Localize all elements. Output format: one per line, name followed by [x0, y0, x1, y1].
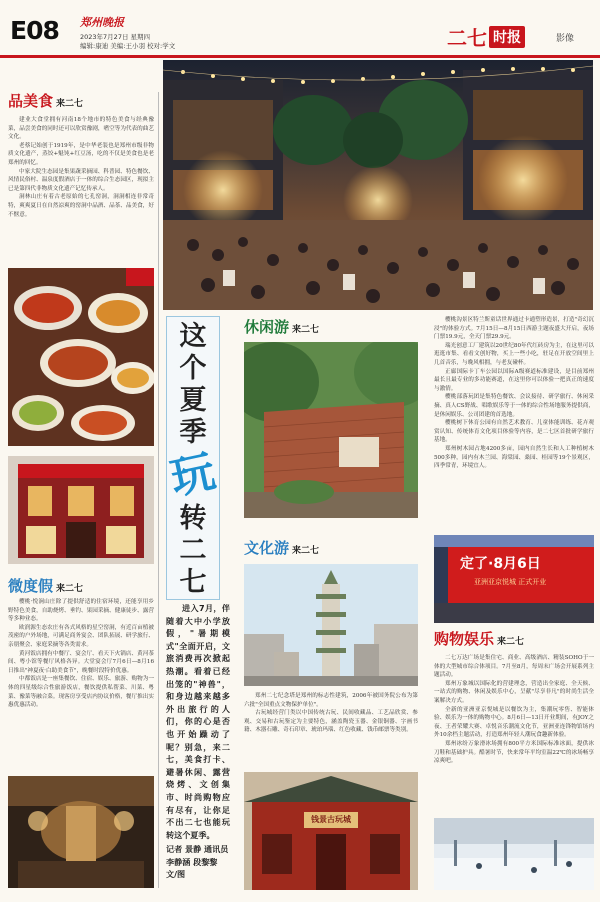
feature-byline: 记者 景静 通讯员 李静涵 段黎黎 文/图 [166, 844, 229, 880]
mall-banner-text: 定了·8月6日 [460, 556, 541, 572]
leisure-paragraph: 樱桃部落玩团是集特色餐饮、会议接待、研学旅行、休闲采摘、真人CS野战、唱歌娱乐等于一体的综合性场地服务提供商，是休闲娱乐、公司团建的首选地。 [434, 394, 594, 418]
culture-section-title [244, 539, 319, 560]
food-photo [8, 268, 154, 446]
shopping-title: 购物娱乐 [434, 630, 495, 648]
leisure-title: 休闲游 [244, 318, 290, 336]
header-rule [0, 55, 600, 58]
leisure-paragraph: 樱桃树下休育公园有自然艺术教育、儿童体能训练、花卉观赏认知、传统体育文化项目体验等内容，是二七区首批研学旅行基地。 [434, 420, 594, 444]
leisure-paragraph: 樱桃沟景区特兰斯童话世界通过卡通塑形造景，打造"奇幻沉浸"的体验方式。7月15日—8月15日西游主题夜盛大开启，夜场门票19.9元，全天门票29.9元。 [434, 317, 594, 341]
brand-title [447, 22, 525, 50]
night-market-photo [163, 60, 593, 310]
leisure-photo [244, 342, 418, 518]
brand-name: 二七 [447, 26, 487, 50]
red-brick-factory-illustration [244, 342, 418, 518]
shopping-section-title [434, 630, 524, 651]
paper-logo: 郑州晚报 [80, 16, 124, 29]
brand-badge: 时报 [489, 26, 525, 48]
column-divider [158, 92, 159, 888]
food-paragraph: 老蔡记始创于1919年，是中华老装也是郑州市级非物质文化遗产，蒸饺+魁饨+红豆汤，吃的不仅是美食也是老郑州的回忆。 [8, 142, 154, 166]
issue-date: 2023年7月27日 星期四 [80, 33, 151, 41]
vacation-paragraph: 樱桃·悦涧山庄除了提供舒适的住宿环境，还能享用乡野特色美食，自助烧烤、垂钓、果园采摘、健康徒步、露营等多种业态。 [8, 599, 154, 623]
leisure-paragraph: 瑞光创意工厂建筑以20世纪80年代红砖房为主，在这里可以逛逛市集、看看文创好物，买上一些小吃，驻足在开放空间里上几首音乐，与晚风相拥，与老友碰杯。 [434, 342, 594, 366]
shopping-subtitle: 来二七 [497, 637, 525, 647]
food-article [8, 116, 154, 219]
antique-building-illustration [244, 772, 418, 890]
shopping-article [434, 654, 594, 766]
leisure-subtitle: 来二七 [292, 325, 320, 335]
food-section-title [8, 92, 83, 113]
vacation-title: 微度假 [8, 577, 54, 595]
culture-subtitle: 来二七 [292, 546, 320, 556]
page-number: E08 [10, 16, 59, 45]
leisure-section-title [244, 318, 319, 339]
food-subtitle: 来二七 [56, 99, 84, 109]
feature-title-box [166, 316, 220, 600]
food-paragraph: 洞林山庄有着古老原始的七孔窑洞，洞洞相连非常奇特，爽爽夏日在自然凉爽的窑洞中品酒、品茶、品美食，好不惬意。 [8, 194, 154, 218]
culture-article [244, 692, 418, 735]
restaurant-facade-illustration [8, 456, 154, 564]
hotel-lobby-illustration [8, 776, 154, 888]
shopping-paragraph: 郑州冰纷万象滑冰场拥有800平方米国际标准冰面，提供冰刀鞋和基础护具。酷暑时节，快来常年平均室温22℃的冰场畅享凉爽吧。 [434, 740, 594, 765]
page-header [0, 0, 600, 64]
vacation-article [8, 598, 154, 710]
antique-city-photo [244, 772, 418, 890]
restaurant-photo [8, 456, 154, 564]
mall-banner-subtext: 亚洲亚京悦城 正式开业 [474, 578, 547, 586]
leisure-article [434, 316, 594, 471]
editor-credits: 编辑:康迪 美编:王小羽 校对:学文 [80, 42, 176, 50]
leisure-paragraph: 正廊国际卡丁车公园以国际A级赛道标准建设，是目前郑州最长且最专业的多功能赛道，在这里你可以体验一把真正的速度与激情。 [434, 368, 594, 392]
shopping-paragraph: 郑州万象城以国际化的营建理念，营造出全家庭、全天候、一站式的购物、休闲及娱乐中心，呈献"尽享非凡"的时尚生活全案解决方式。 [434, 680, 594, 704]
leisure-paragraph: 郑州树木园占地4200多亩，园内自然生长和人工种植树木500多种，园内有木兰园、海棠园、桑园、桂园等19个景观区，四季常青，环境宜人。 [434, 445, 594, 470]
culture-title: 文化游 [244, 539, 290, 557]
section-label: 影像 [556, 34, 575, 44]
feature-title-line2: 转二七 [179, 503, 207, 598]
hotel-photo [8, 776, 154, 888]
shopping-paragraph: 二七万达广场是集住宅、商业、高级酒店、精装SOHO于一体的大型城市综合体项目。7月至8月，每周末广场会开展系列主题活动。 [434, 655, 594, 679]
antique-city-sign: 钱景古玩城 [311, 815, 351, 824]
vacation-section-title [8, 577, 83, 598]
vacation-paragraph: 黄河饭店拥有中餐厅、宴会厅、看天下火锅店、黄河茶间、粤小馆等餐厅风格各异。大堂宴会厅7月6日—8月16日推出"神夏夜·白助美食节"，晚餐时段特价优惠。 [8, 650, 154, 674]
food-paragraph: 建业大食堂拥有河南18个地市的特色美食与经典豫菜，品尝美食的同时还可以欣赏豫剧，嗜空等为代表的曲艺文化。 [8, 117, 154, 141]
erqi-tower-photo [244, 564, 418, 686]
shopping-paragraph: 全新的亚洲亚京悦城是以餐饮为主，集潮玩零售、智能体验、娱乐为一体的购物中心。8月6日—13日开业期间，有JOY之夜、王者荣耀大赛、卓悦音乐潮流文化节，亚洲亚连锋物馆场内外10余档主题活动，打造郑州年轻人潮玩食趣新体验。 [434, 706, 594, 739]
vacation-paragraph: 中都饭店是一座集餐饮、住宿、娱乐、旅游、购物为一体的四星级综合性旅游饭店，餐饮提供私帮菜、川菜、粤菜、豫菜等融合菜。现客房享受店内协议价格，餐厅推出实惠优惠活动。 [8, 676, 154, 709]
food-title: 品美食 [8, 92, 54, 110]
feature-lead-text: 进入7月，伴随着大中小学放假，"暑期模式"全面开启，文旅消费再次掀起热潮。看着已经出笼的"神兽"，和身边越来越多外出旅行的人们，你的心是否也开始躁动了呢？别急，来二七，美食打卡、避暑休闲、露营烧烤、文创集市、时尚购物应有尽有，让你足不出二七也能玩转这个夏季。 [166, 603, 230, 840]
feature-lead [166, 602, 230, 881]
culture-paragraph: 郑州二七纪念塔是郑州的标志性建筑，2006年被国务院公布为第六批"全国重点文物保护单位"。 [244, 693, 418, 708]
mall-opening-photo [434, 535, 594, 623]
culture-paragraph: 古玩城经营门类以中国传统古玩、民间收藏品、工艺品欣赏、参观、交易和古玩鉴定为主要特色，涵盖陶瓷玉器、金银铜器、字画书籍、木器石雕、奇石印章、琥珀玛瑙、红色收藏、钱币邮票等类别。 [244, 710, 418, 734]
night-market-illustration [163, 60, 593, 310]
food-dishes-illustration [8, 268, 154, 446]
vacation-paragraph: 欧润源生态农庄有各式风格的星空窑洞，有近百亩植被茂密的户外场地，可满足商务宴会、团队拓展、研学旅行、亲朋聚会、家庭采摘等各类需求。 [8, 624, 154, 648]
ice-rink-photo [434, 818, 594, 890]
feature-title-line1: 这个夏季 [179, 321, 207, 448]
erqi-tower-illustration [244, 564, 418, 686]
food-paragraph: 中家大院生态园是集果蔬采摘园、科普园、特色餐饮、风情民俗村、温泉度假酒店于一体的综合生态园区，现拟主已是第四代非物质文化遗产记忆传承人。 [8, 168, 154, 192]
vacation-subtitle: 来二七 [56, 584, 84, 594]
feature-title-big-char: 玩 [166, 445, 220, 506]
ice-rink-illustration [434, 818, 594, 890]
